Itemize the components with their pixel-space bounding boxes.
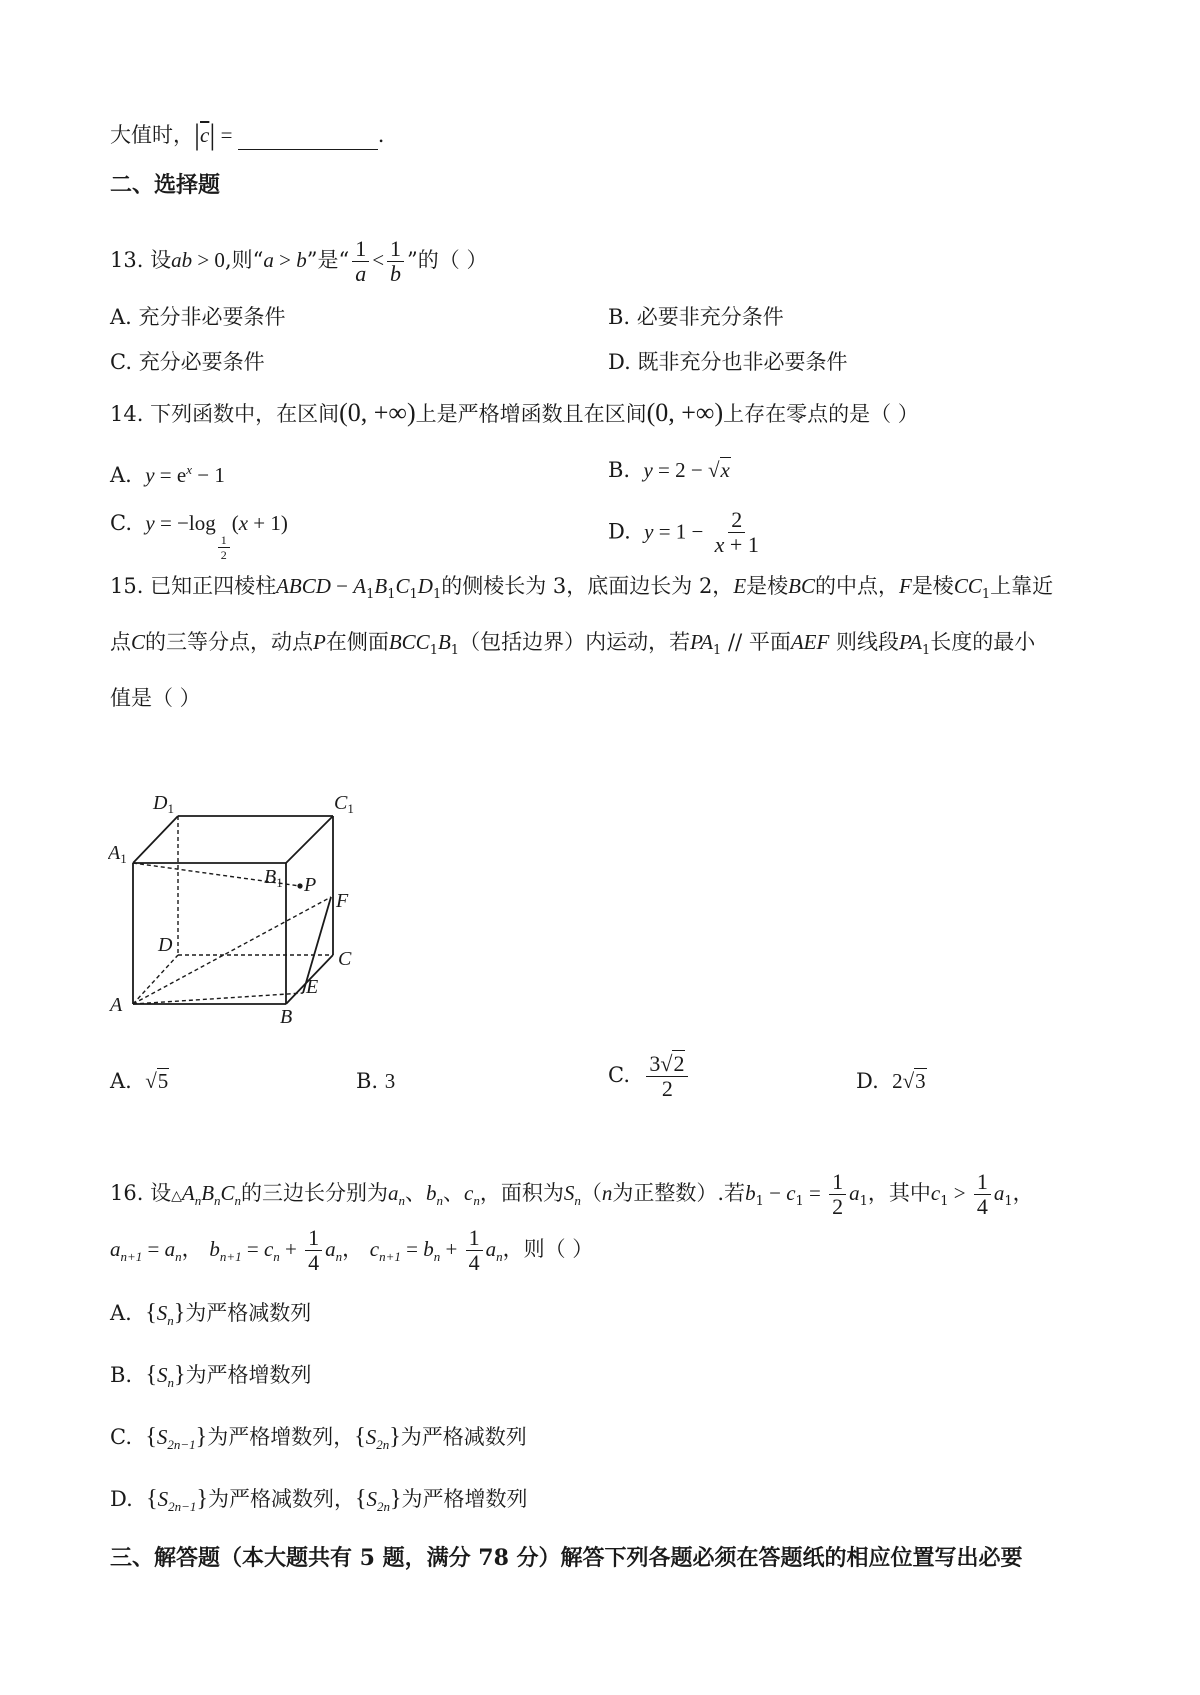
- answer-blank[interactable]: [238, 125, 378, 150]
- q16-line-2: $a_{n+1} = a_n$， $b_{n+1} = c_n$ + $\frac{1}{4}$ $a_n$， $c_{n+1} = b_n$ + $\frac{1}{4}$ $a_n$，则（ ）: [110, 1225, 594, 1275]
- label-d1: $D_1$: [153, 792, 174, 816]
- q15-line-1: 15. 已知正四棱柱ABCD − $A_1B_1C_1D_1$的侧棱长为 3，底面边长为 2，E是棱BC的中点，F是棱$CC_1$上靠近: [110, 574, 1054, 603]
- q16-option-d[interactable]: D. $\{S_{2n-1}\}$为严格减数列，$\{S_{2n}\}$为严格增数列: [110, 1486, 528, 1515]
- label-p: P: [304, 874, 317, 896]
- label-e: E: [306, 976, 319, 998]
- q13-option-d[interactable]: D. 既非充分也非必要条件: [608, 350, 848, 374]
- q13-option-a[interactable]: A. 充分非必要条件: [110, 305, 286, 329]
- q13-option-c[interactable]: C. 充分必要条件: [110, 350, 265, 374]
- q16-option-c[interactable]: C. $\{S_{2n-1}\}$为严格增数列，$\{S_{2n}\}$为严格减数列: [110, 1424, 527, 1453]
- answer-line: 大值时，$|\overline{c}|$ = .: [110, 118, 385, 151]
- q15-option-b[interactable]: B. 3: [356, 1069, 396, 1093]
- q14-option-c[interactable]: C. y = −log $\frac{1}{2}$ (x + 1): [110, 511, 288, 562]
- section-2-title: 二、选择题: [110, 172, 221, 198]
- label-a1: $A_1$: [108, 842, 127, 866]
- label-f: F: [336, 890, 349, 912]
- frac-1-over-a: $\frac{1}{a}$: [352, 237, 369, 286]
- prism-figure: [108, 783, 368, 1023]
- answer-line-lead: 大值时，: [110, 123, 194, 147]
- q15-option-d[interactable]: D. 2√3: [856, 1069, 926, 1093]
- q16-option-b[interactable]: B. $\{S_n\}$为严格增数列: [110, 1362, 312, 1391]
- q14-option-a[interactable]: A. $y = e^x - 1$: [110, 462, 225, 487]
- q15-line-2: 点C的三等分点，动点P在侧面$BCC_1B_1$（包括边界）内运动，若$PA_1$ // 平面AEF 则线段$PA_1$长度的最小: [110, 630, 1036, 659]
- q13-stem: 13. 设ab > 0,则“a > b”是“ $\frac{1}{a}$ < $\frac{1}{b}$ ”的（ ）: [110, 236, 488, 286]
- label-d: D: [158, 934, 173, 956]
- q15-line-3: 值是（ ）: [110, 686, 201, 710]
- label-a: A: [110, 994, 123, 1016]
- q15-option-a[interactable]: A. √5: [110, 1069, 169, 1093]
- label-b1: $B_1$: [264, 866, 283, 890]
- label-c1: $C_1$: [334, 792, 354, 816]
- label-b: B: [280, 1006, 293, 1023]
- q13-option-b[interactable]: B. 必要非充分条件: [608, 305, 784, 329]
- q16-line-1: 16. 设$\triangle A_nB_nC_n$的三边长分别为$a_n$、$b_n$、$c_n$，面积为$S_n(n$为正整数）.若$b_1 - c_1$ = $\frac{1}{2}$ $a_1$，其中$c_1$ > $\frac{1}{4}$ $a_1$，: [110, 1169, 1034, 1219]
- frac-1-over-b: $\frac{1}{b}$: [387, 237, 404, 286]
- q14-option-d[interactable]: D. y = 1 − $\frac{2}{x + 1}$: [608, 507, 759, 557]
- q16-option-a[interactable]: A. $\{S_n\}$为严格减数列: [110, 1300, 312, 1329]
- q15-option-c[interactable]: C. $\frac{3√2}{2}$: [608, 1052, 691, 1101]
- section-3-title: 三、解答题（本大题共有 5 题，满分 78 分）解答下列各题必须在答题纸的相应位置写出必要: [110, 1545, 1023, 1571]
- label-c: C: [338, 948, 352, 970]
- q14-option-b[interactable]: B. y = 2 − √x: [608, 458, 730, 482]
- q14-stem: 14. 下列函数中，在区间(0, +∞)上是严格增函数且在区间(0, +∞)上存在零点的是（ ）: [110, 398, 919, 427]
